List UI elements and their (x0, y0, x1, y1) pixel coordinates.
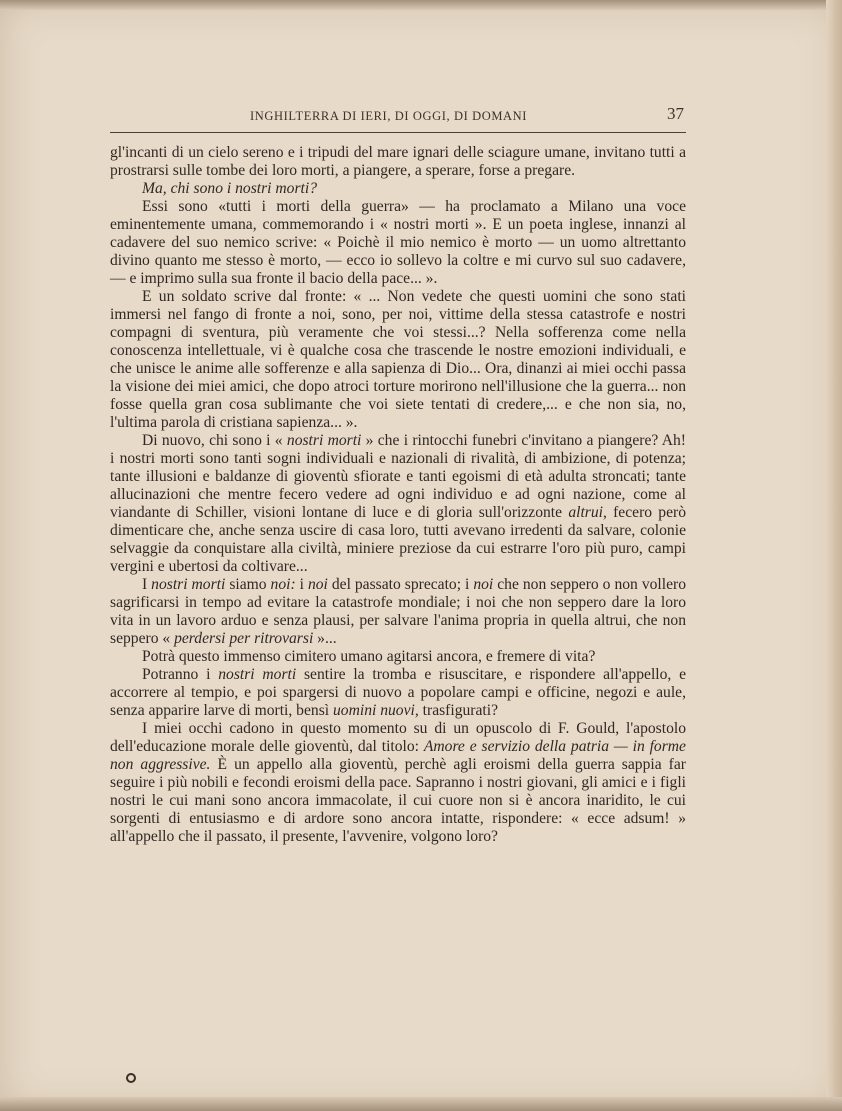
paragraph (110, 198, 686, 288)
binding-hole-mark (126, 1073, 136, 1083)
text-run: gl'incanti di un cielo sereno e i tripudi del mare ignari delle sciagure umane, invitano tutti a prostrarsi sulle tombe dei loro morti, a piangere, a sperare, forse a pregare. (110, 144, 686, 179)
paragraph (110, 720, 686, 846)
italic-text-run: nostri morti (218, 666, 297, 683)
text-run: del passato sprecato; i (327, 576, 474, 593)
text-run: trasfigurati? (418, 702, 498, 719)
text-run: siamo (225, 576, 271, 593)
paragraph (110, 180, 686, 198)
text-run: È un appello alla gioventù, perchè agli eroismi della guerra sappia far seguire i più nobili e fecondi eroismi della pace. Sapranno i nostri giovani, gli amici e i figli nostri le cui mani sono ancora immacolate, il cui cuore non si è ancora inaridito, le cui sorgenti di entusiasmo e di ardore sono ancora intatte, rispondere: « ecce adsum! » all'appello che il passato, il presente, l'avvenire, volgono loro? (110, 756, 686, 845)
body-text (110, 144, 686, 846)
text-run: Potrà questo immenso cimitero umano agitarsi ancora, e fremere di vita? (142, 648, 596, 665)
text-run: Essi sono «tutti i morti della guerra» — ha proclamato a Milano una voce eminentemente umana, commemorando i « nostri morti ». E un poeta inglese, innanzi al cadavere del suo nemico scrive: « Poichè il mio nemico è morto — un uomo altrettanto divino quanto me stesso è morto, — ecco io sollevo la coltre e mi curvo sul suo cadavere, — e imprimo sulla sua fronte il bacio della pace... ». (110, 198, 686, 287)
page-bottom-edge (0, 1097, 842, 1111)
italic-text-run: nostri morti (151, 576, 226, 593)
page-number: 37 (667, 104, 684, 123)
italic-text-run: nostri morti (286, 432, 362, 449)
page-right-edge (826, 0, 842, 1111)
italic-text-run: noi (307, 576, 328, 593)
italic-text-run: Ma, chi sono i nostri morti? (142, 180, 318, 197)
page-top-edge (0, 0, 842, 10)
text-run: » che i rintocchi funebri c'invitano a piangere? Ah! i nostri morti sono tanti sogni individuali e nazionali di rivalità, di ambizione, di potenza; tante illusioni e baldanze di gioventù sfiorate e tanti egoismi di età adulta stroncati; tante allucinazioni che mentre fecero vedere ad ogni individuo e ad ogni nazione, come al viandante di Schiller, visioni lontane di luce e di gloria sull'orizzonte (110, 432, 686, 521)
text-run: sentire la tromba e risuscitare, e rispondere all'appello, e accorrere al tempio, e poi spargersi di nuovo a popolare campi e officine, negozi e aule, senza apparire larve di morti, bensì (110, 666, 687, 719)
italic-text-run: Amore e servizio della patria — in forme non aggressive. (110, 738, 686, 773)
text-run: I miei occhi cadono in questo momento su di un opuscolo di F. Gould, l'apostolo dell'educazione morale delle gioventù, dal titolo: (110, 720, 686, 755)
italic-text-run: altrui (568, 504, 603, 521)
running-header (110, 106, 686, 133)
italic-text-run: perdersi per ritrovarsi (174, 630, 314, 647)
text-run: I (142, 576, 152, 593)
text-run: , fecero però dimenticare che, anche senza uscire di casa loro, tutti avevano irredenti da salvare, colonie selvaggie da conquistare alla civiltà, miniere preziose da cui estrarre l'oro più puro, campi vergini e ubertosi da coltivare... (110, 504, 686, 575)
paragraph (110, 576, 686, 648)
paragraph (110, 666, 686, 720)
text-run: »... (313, 630, 337, 647)
italic-text-run: uomini nuovi, (333, 702, 419, 719)
text-run: Potranno i (142, 666, 219, 683)
text-run: che non seppero o non vollero sagrificarsi in tempo ad evitare la catastrofe mondiale; i noi che non seppero dare la loro vita in un lavoro arduo e senza plausi, per salvare l'anima propria in quella altrui, che non seppero « (110, 576, 686, 647)
italic-text-run: noi (473, 576, 494, 593)
running-head-title: INGHILTERRA DI IERI, DI OGGI, DI DOMANI (250, 109, 528, 123)
paragraph (110, 432, 686, 576)
text-run: Di nuovo, chi sono i « (142, 432, 287, 449)
paragraph (110, 648, 686, 666)
text-run: E un soldato scrive dal fronte: « ... Non vedete che questi uomini che sono stati immersi nel fango di fronte a noi, sono, per noi, vittime della stessa catastrofe e nostri compagni di sventura, più veramente che voi stessi...? Nella sofferenza come nella conoscenza intellettuale, vi è qualche cosa che trascende le nostre emozioni individuali, e che unisce le anime alle sofferenze e alla sapienza di Dio... Ora, dinanzi ai miei occhi passa la visione dei miei amici, che dopo atroci torture morirono nell'illusione che la guerra... non fosse quella gran cosa sublimante che voi siete tentati di credere,... e che non sia, no, l'ultima parola di cristiana sapienza... ». (110, 288, 686, 431)
text-run: i (295, 576, 308, 593)
paragraph (110, 288, 686, 432)
paragraph (110, 144, 686, 180)
italic-text-run: noi: (270, 576, 296, 593)
